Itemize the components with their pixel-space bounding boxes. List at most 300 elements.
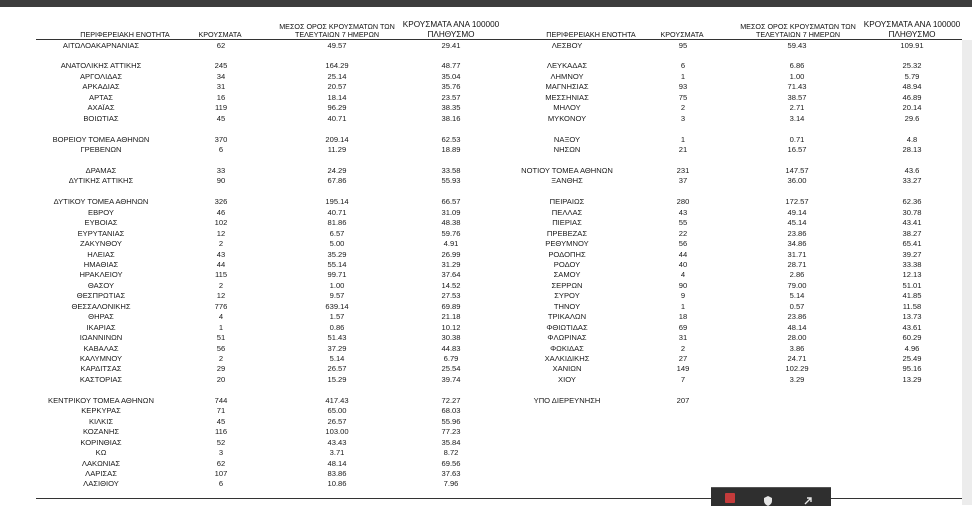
region-name: ΠΙΕΡΙΑΣ	[552, 218, 582, 228]
right-header-avg-1: ΜΕΣΟΣ ΟΡΟΣ ΚΡΟΥΣΜΑΤΩΝ ΤΩΝ	[740, 22, 856, 31]
right-header-cases: ΚΡΟΥΣΜΑΤΑ	[660, 30, 704, 39]
region-name: ΒΟΙΩΤΙΑΣ	[83, 113, 119, 123]
per-100k-value: 48.94	[902, 82, 922, 92]
avg-7day-value: 0.71	[789, 134, 805, 144]
table-row	[0, 145, 962, 155]
region-name: ΘΕΣΠΡΩΤΙΑΣ	[76, 291, 126, 301]
per-100k-value: 7.96	[443, 479, 459, 489]
cases-value: 1	[218, 322, 224, 332]
region-name: ΝΑΞΟΥ	[553, 134, 581, 144]
table-row	[0, 155, 962, 165]
region-name: ΚΟΡΙΝΘΙΑΣ	[80, 437, 122, 447]
region-name: ΣΥΡΟΥ	[554, 291, 580, 301]
per-100k-value: 62.53	[441, 134, 461, 144]
avg-7day-value: 417.43	[325, 395, 349, 405]
cases-value: 12	[216, 291, 226, 301]
right-header-region: ΠΕΡΙΦΕΡΕΙΑΚΗ ΕΝΟΤΗΤΑ	[546, 30, 636, 39]
table-row	[0, 333, 962, 343]
cases-value: 1	[680, 71, 686, 81]
avg-7day-value: 5.00	[329, 239, 345, 249]
per-100k-value: 35.76	[441, 82, 461, 92]
table-row	[0, 41, 962, 51]
table-row	[0, 364, 962, 374]
per-100k-value: 38.16	[441, 113, 461, 123]
cases-value: 280	[676, 197, 690, 207]
region-name: ΤΗΝΟΥ	[553, 301, 581, 311]
cases-value: 231	[676, 165, 690, 175]
avg-7day-value: 81.86	[327, 218, 347, 228]
avg-7day-value: 5.14	[789, 291, 805, 301]
cases-value: 34	[216, 71, 226, 81]
per-100k-value: 35.04	[441, 71, 461, 81]
cases-value: 2	[680, 103, 686, 113]
per-100k-value: 11.58	[902, 301, 922, 311]
region-name: ΣΕΡΡΩΝ	[551, 280, 583, 290]
avg-7day-value: 103.00	[325, 427, 349, 437]
region-name: ΝΗΣΩΝ	[553, 145, 581, 154]
per-100k-value: 28.13	[902, 145, 922, 154]
avg-7day-value: 1.00	[329, 280, 345, 290]
region-name: ΦΩΚΙΔΑΣ	[550, 343, 584, 353]
cases-value: 29	[216, 364, 226, 374]
region-name: ΗΜΑΘΙΑΣ	[83, 259, 119, 269]
per-100k-value: 25.54	[441, 364, 461, 374]
table-row	[0, 187, 962, 197]
per-100k-value: 55.96	[441, 416, 461, 426]
cases-value: 21	[678, 145, 688, 154]
avg-7day-value: 37.29	[327, 343, 347, 353]
table-row	[0, 385, 962, 395]
region-name: ΚΕΡΚΥΡΑΣ	[81, 406, 121, 416]
avg-7day-value: 3.71	[329, 448, 345, 458]
per-100k-value: 51.01	[902, 280, 922, 290]
region-name: ΛΕΥΚΑΔΑΣ	[546, 61, 588, 71]
cases-value: 119	[214, 103, 228, 113]
table-row	[0, 448, 962, 458]
table-row	[0, 417, 962, 427]
region-name: ΛΕΣΒΟΥ	[551, 40, 583, 50]
region-name: ΚΑΣΤΟΡΙΑΣ	[79, 374, 123, 384]
cases-value: 776	[214, 301, 228, 311]
cases-value: 69	[678, 322, 688, 332]
cases-value: 370	[214, 134, 228, 144]
per-100k-value: 4.96	[904, 343, 920, 353]
cases-value: 149	[676, 364, 690, 374]
per-100k-value: 37.63	[441, 468, 461, 478]
cases-value: 93	[678, 82, 688, 92]
per-100k-value: 4.8	[906, 134, 918, 144]
region-name: ΘΕΣΣΑΛΟΝΙΚΗΣ	[71, 301, 131, 311]
avg-7day-value: 49.14	[787, 207, 807, 217]
cases-value: 9	[680, 291, 686, 301]
cases-value: 6	[218, 479, 224, 489]
cases-value: 12	[216, 228, 226, 238]
per-100k-value: 25.49	[902, 354, 922, 363]
per-100k-value: 5.79	[904, 71, 920, 81]
avg-7day-value: 71.43	[787, 82, 807, 92]
region-name: ΜΑΓΝΗΣΙΑΣ	[545, 82, 589, 92]
per-100k-value: 43.6	[904, 165, 920, 175]
per-100k-value: 25.32	[902, 61, 922, 71]
cases-value: 62	[216, 40, 226, 50]
per-100k-value: 65.41	[902, 239, 922, 249]
avg-7day-value: 34.86	[787, 239, 807, 249]
region-name: ΚΟΖΑΝΗΣ	[82, 427, 120, 437]
region-name: ΧΑΝΙΩΝ	[552, 364, 582, 374]
region-name: ΚΕΝΤΡΙΚΟΥ ΤΟΜΕΑ ΑΘΗΝΩΝ	[48, 395, 154, 405]
right-header-per100k-1: ΚΡΟΥΣΜΑΤΑ ΑΝΑ 100000	[863, 20, 961, 29]
left-header-per100k-1: ΚΡΟΥΣΜΑΤΑ ΑΝΑ 100000	[402, 20, 500, 29]
avg-7day-value: 164.29	[325, 61, 349, 71]
per-100k-value: 13.29	[902, 374, 922, 384]
per-100k-value: 33.58	[441, 165, 461, 175]
region-name: ΡΟΔΟΥ	[553, 259, 581, 269]
per-100k-value: 6.79	[443, 354, 459, 363]
cases-value: 62	[216, 458, 226, 468]
cases-value: 1	[680, 301, 686, 311]
per-100k-value: 4.91	[443, 239, 459, 249]
avg-7day-value: 3.14	[789, 113, 805, 123]
cases-value: 3	[680, 113, 686, 123]
avg-7day-value: 0.57	[789, 301, 805, 311]
cases-value: 4	[680, 270, 686, 280]
region-name: ΣΑΜΟΥ	[553, 270, 581, 280]
table-row	[0, 459, 962, 469]
cases-value: 2	[218, 280, 224, 290]
region-name: ΔΡΑΜΑΣ	[85, 165, 117, 175]
region-name: ΘΗΡΑΣ	[88, 312, 114, 322]
avg-7day-value: 2.86	[789, 270, 805, 280]
region-name: ΓΡΕΒΕΝΩΝ	[80, 145, 122, 154]
table-row	[0, 239, 962, 249]
per-100k-value: 30.78	[902, 207, 922, 217]
cases-value: 102	[214, 218, 228, 228]
per-100k-value: 39.27	[902, 249, 922, 259]
cases-value: 7	[680, 374, 686, 384]
per-100k-value: 43.41	[902, 218, 922, 228]
avg-7day-value: 40.71	[327, 113, 347, 123]
avg-7day-value: 15.29	[327, 374, 347, 384]
cases-value: 43	[678, 207, 688, 217]
region-name: ΧΙΟΥ	[558, 374, 576, 384]
region-name: ΜΕΣΣΗΝΙΑΣ	[545, 92, 589, 102]
table-row	[0, 51, 962, 61]
per-100k-value: 21.18	[441, 312, 461, 322]
avg-7day-value: 45.14	[787, 218, 807, 228]
region-name: ΛΑΡΙΣΑΣ	[85, 468, 117, 478]
per-100k-value: 38.35	[441, 103, 461, 113]
per-100k-value: 72.27	[441, 395, 461, 405]
table-row	[0, 281, 962, 291]
cases-value: 2	[218, 239, 224, 249]
cases-value: 75	[678, 92, 688, 102]
per-100k-value: 46.89	[902, 92, 922, 102]
table-row	[0, 114, 962, 124]
table-row	[0, 197, 962, 207]
table-row	[0, 166, 962, 176]
avg-7day-value: 195.14	[325, 197, 349, 207]
table-row	[0, 72, 962, 82]
avg-7day-value: 147.57	[785, 165, 809, 175]
app-red-icon[interactable]	[725, 493, 735, 503]
table-row	[0, 208, 962, 218]
avg-7day-value: 67.86	[327, 176, 347, 186]
per-100k-value: 69.89	[441, 301, 461, 311]
region-name: ΞΑΝΘΗΣ	[551, 176, 583, 186]
per-100k-value: 48.38	[441, 218, 461, 228]
region-name: ΕΥΒΟΙΑΣ	[84, 218, 118, 228]
cases-value: 6	[680, 61, 686, 71]
table-row	[0, 260, 962, 270]
cases-value: 1	[680, 134, 686, 144]
region-name: ΚΑΛΥΜΝΟΥ	[79, 354, 123, 363]
avg-7day-value: 28.00	[787, 333, 807, 343]
region-name: ΗΡΑΚΛΕΙΟΥ	[79, 270, 123, 280]
cases-value: 51	[216, 333, 226, 343]
region-name: ΥΠΟ ΔΙΕΡΕΥΝΗΣΗ	[533, 395, 601, 405]
avg-7day-value: 24.29	[327, 165, 347, 175]
cases-value: 115	[214, 270, 228, 280]
window-top-bar	[0, 0, 972, 7]
region-name: ΚΑΡΔΙΤΣΑΣ	[80, 364, 122, 374]
table-row	[0, 396, 962, 406]
avg-7day-value: 10.86	[327, 479, 347, 489]
avg-7day-value: 43.43	[327, 437, 347, 447]
cases-value: 71	[216, 406, 226, 416]
left-header-cases: ΚΡΟΥΣΜΑΤΑ	[198, 30, 242, 39]
region-name: ΔΥΤΙΚΗΣ ΑΤΤΙΚΗΣ	[68, 176, 134, 186]
region-name: ΑΡΤΑΣ	[89, 92, 113, 102]
per-100k-value: 37.64	[441, 270, 461, 280]
avg-7day-value: 23.86	[787, 228, 807, 238]
avg-7day-value: 1.57	[329, 312, 345, 322]
region-name: ΔΥΤΙΚΟΥ ΤΟΜΕΑ ΑΘΗΝΩΝ	[53, 197, 149, 207]
avg-7day-value: 31.71	[787, 249, 807, 259]
avg-7day-value: 51.43	[327, 333, 347, 343]
avg-7day-value: 1.00	[789, 71, 805, 81]
avg-7day-value: 26.57	[327, 364, 347, 374]
per-100k-value: 18.89	[441, 145, 461, 154]
cases-value: 27	[678, 354, 688, 363]
avg-7day-value: 209.14	[325, 134, 349, 144]
region-name: ΧΑΛΚΙΔΙΚΗΣ	[544, 354, 590, 363]
avg-7day-value: 36.00	[787, 176, 807, 186]
region-name: ΠΡΕΒΕΖΑΣ	[546, 228, 588, 238]
avg-7day-value: 99.71	[327, 270, 347, 280]
table-row	[0, 344, 962, 354]
region-name: ΑΡΓΟΛΙΔΑΣ	[79, 71, 123, 81]
region-name: ΜΗΛΟΥ	[553, 103, 581, 113]
cases-value: 90	[678, 280, 688, 290]
table-row	[0, 229, 962, 239]
per-100k-value: 12.13	[902, 270, 922, 280]
cases-value: 45	[216, 416, 226, 426]
table-row	[0, 218, 962, 228]
per-100k-value: 31.29	[441, 259, 461, 269]
left-header-avg-1: ΜΕΣΟΣ ΟΡΟΣ ΚΡΟΥΣΜΑΤΩΝ ΤΩΝ	[279, 22, 395, 31]
left-header-region: ΠΕΡΙΦΕΡΕΙΑΚΗ ΕΝΟΤΗΤΑ	[80, 30, 170, 39]
per-100k-value: 13.73	[902, 312, 922, 322]
left-header-avg-2: ΤΕΛΕΥΤΑΙΩΝ 7 ΗΜΕΡΩΝ	[294, 30, 380, 39]
cases-value: 2	[218, 354, 224, 363]
region-name: ΘΑΣΟΥ	[87, 280, 115, 290]
table-row	[0, 176, 962, 186]
avg-7day-value: 24.71	[787, 354, 807, 363]
per-100k-value: 66.57	[441, 197, 461, 207]
region-name: ΤΡΙΚΑΛΩΝ	[547, 312, 587, 322]
per-100k-value: 43.61	[902, 322, 922, 332]
per-100k-value: 38.27	[902, 228, 922, 238]
table-row	[0, 124, 962, 134]
avg-7day-value: 0.86	[329, 322, 345, 332]
avg-7day-value: 25.14	[327, 71, 347, 81]
cases-value: 95	[678, 40, 688, 50]
cases-value: 116	[214, 427, 228, 437]
avg-7day-value: 79.00	[787, 280, 807, 290]
table-row	[0, 93, 962, 103]
viewer-gutter	[962, 40, 972, 505]
cases-value: 6	[218, 145, 224, 154]
avg-7day-value: 55.14	[327, 259, 347, 269]
cases-value: 3	[218, 448, 224, 458]
per-100k-value: 39.74	[441, 374, 461, 384]
table-row	[0, 135, 962, 145]
avg-7day-value: 23.86	[787, 312, 807, 322]
shield-icon[interactable]	[763, 493, 773, 503]
avg-7day-value: 16.57	[787, 145, 807, 154]
cases-value: 52	[216, 437, 226, 447]
region-name: ΛΑΣΙΘΙΟΥ	[83, 479, 119, 489]
avg-7day-value: 3.29	[789, 374, 805, 384]
per-100k-value: 35.84	[441, 437, 461, 447]
table-row	[0, 312, 962, 322]
avg-7day-value: 48.14	[787, 322, 807, 332]
region-name: ΦΘΙΩΤΙΔΑΣ	[546, 322, 588, 332]
avg-7day-value: 639.14	[325, 301, 349, 311]
avg-7day-value: 20.57	[327, 82, 347, 92]
region-name: ΕΥΡΥΤΑΝΙΑΣ	[77, 228, 125, 238]
avg-7day-value: 48.14	[327, 458, 347, 468]
cases-value: 22	[678, 228, 688, 238]
per-100k-value: 48.77	[441, 61, 461, 71]
per-100k-value: 30.38	[441, 333, 461, 343]
per-100k-value: 41.85	[902, 291, 922, 301]
right-header-per100k-2: ΠΛΗΘΥΣΜΟ	[888, 30, 936, 39]
cases-value: 326	[214, 197, 228, 207]
per-100k-value: 69.56	[441, 458, 461, 468]
per-100k-value: 26.99	[441, 249, 461, 259]
cases-value: 46	[216, 207, 226, 217]
cases-value: 4	[218, 312, 224, 322]
avg-7day-value: 18.14	[327, 92, 347, 102]
avg-7day-value: 6.86	[789, 61, 805, 71]
cases-value: 245	[214, 61, 228, 71]
per-100k-value: 44.83	[441, 343, 461, 353]
avg-7day-value: 40.71	[327, 207, 347, 217]
per-100k-value: 14.52	[441, 280, 461, 290]
per-100k-value: 29.41	[441, 40, 461, 50]
cases-value: 33	[216, 165, 226, 175]
table-row	[0, 469, 962, 479]
per-100k-value: 59.76	[441, 228, 461, 238]
region-name: ΙΩΑΝΝΙΝΩΝ	[79, 333, 123, 343]
cases-value: 207	[676, 395, 690, 405]
avg-7day-value: 2.71	[789, 103, 805, 113]
region-name: ΑΡΚΑΔΙΑΣ	[82, 82, 120, 92]
avg-7day-value: 28.71	[787, 259, 807, 269]
per-100k-value: 62.36	[902, 197, 922, 207]
region-name: ΝΟΤΙΟΥ ΤΟΜΕΑ ΑΘΗΝΩΝ	[521, 165, 613, 175]
region-name: ΠΕΛΛΑΣ	[551, 207, 583, 217]
region-name: ΚΑΒΑΛΑΣ	[83, 343, 119, 353]
table-row	[0, 103, 962, 113]
per-100k-value: 20.14	[902, 103, 922, 113]
table-row	[0, 250, 962, 260]
region-name: ΛΗΜΝΟΥ	[550, 71, 584, 81]
avg-7day-value: 5.14	[329, 354, 345, 363]
region-name: ΚΩ	[95, 448, 107, 458]
avg-7day-value: 83.86	[327, 468, 347, 478]
avg-7day-value: 6.57	[329, 228, 345, 238]
cases-value: 56	[216, 343, 226, 353]
cases-value: 37	[678, 176, 688, 186]
table-row	[0, 438, 962, 448]
table-row	[0, 427, 962, 437]
region-name: ΒΟΡΕΙΟΥ ΤΟΜΕΑ ΑΘΗΝΩΝ	[52, 134, 150, 144]
cases-value: 31	[678, 333, 688, 343]
per-100k-value: 27.53	[441, 291, 461, 301]
left-header-per100k-2: ΠΛΗΘΥΣΜΟ	[427, 30, 475, 39]
region-name: ΚΙΛΚΙΣ	[88, 416, 114, 426]
region-name: ΕΒΡΟΥ	[88, 207, 114, 217]
table-row	[0, 406, 962, 416]
region-name: ΙΚΑΡΙΑΣ	[86, 322, 116, 332]
avg-7day-value: 26.57	[327, 416, 347, 426]
cases-value: 90	[216, 176, 226, 186]
region-name: ΑΙΤΩΛΟΑΚΑΡΝΑΝΙΑΣ	[62, 40, 140, 50]
arrow-icon[interactable]	[803, 493, 813, 503]
avg-7day-value: 35.29	[327, 249, 347, 259]
cases-value: 56	[678, 239, 688, 249]
region-name: ΜΥΚΟΝΟΥ	[547, 113, 587, 123]
per-100k-value: 23.57	[441, 92, 461, 102]
per-100k-value: 33.38	[902, 259, 922, 269]
per-100k-value: 31.09	[441, 207, 461, 217]
per-100k-value: 8.72	[443, 448, 459, 458]
cases-value: 107	[214, 468, 228, 478]
region-name: ΡΕΘΥΜΝΟΥ	[545, 239, 589, 249]
table-row	[0, 302, 962, 312]
per-100k-value: 10.12	[441, 322, 461, 332]
table-row	[0, 270, 962, 280]
avg-7day-value: 9.57	[329, 291, 345, 301]
region-name: ΑΧΑΪΑΣ	[87, 103, 115, 113]
table-row	[0, 61, 962, 71]
avg-7day-value: 3.86	[789, 343, 805, 353]
avg-7day-value: 11.29	[327, 145, 347, 154]
region-name: ΠΕΙΡΑΙΩΣ	[549, 197, 585, 207]
per-100k-value: 55.93	[441, 176, 461, 186]
avg-7day-value: 65.00	[327, 406, 347, 416]
floating-toolbar	[711, 487, 831, 506]
cases-value: 2	[680, 343, 686, 353]
per-100k-value: 33.27	[902, 176, 922, 186]
cases-value: 44	[216, 259, 226, 269]
cases-value: 43	[216, 249, 226, 259]
cases-value: 16	[216, 92, 226, 102]
table-row	[0, 291, 962, 301]
table-row	[0, 375, 962, 385]
